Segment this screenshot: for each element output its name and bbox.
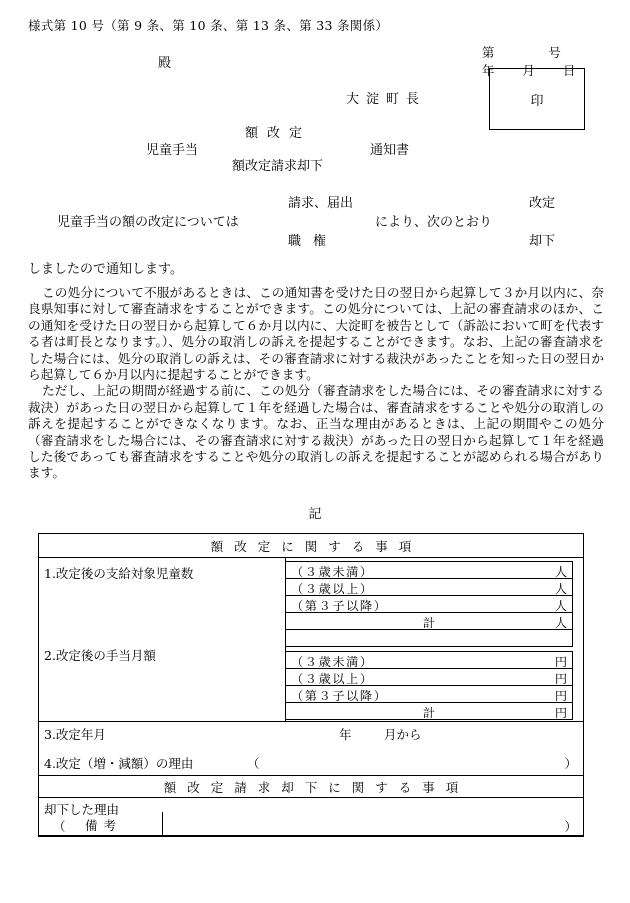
lead-closing: しましたので通知します。	[28, 262, 183, 277]
children-third-label: （第３子以降）	[291, 599, 388, 613]
sub-row-amount-third	[285, 685, 573, 703]
children-total-unit: 人	[554, 616, 567, 630]
children-under3-label: （３歳未満）	[291, 565, 374, 579]
amendment-date-row	[39, 722, 583, 748]
row-label-monthly-amount: 2.改定後の手当月額	[44, 648, 156, 663]
amount-under3-unit: 円	[554, 655, 567, 669]
sub-row-children-over3	[285, 578, 573, 596]
lead-result-amend: 改定	[529, 196, 556, 211]
remarks-row	[38, 812, 584, 837]
children-over3-unit: 人	[554, 582, 567, 596]
amendment-reason-open-paren: （	[247, 756, 260, 771]
title-option-reject: 額改定請求却下	[232, 159, 324, 174]
amount-over3-unit: 円	[554, 672, 567, 686]
row-label-amendment-reason: 4.改定（増・減額）の理由	[44, 756, 194, 771]
title-option-amend: 額改定	[245, 126, 312, 141]
children-third-unit: 人	[554, 599, 567, 613]
amount-over3-label: （３歳以上）	[291, 672, 374, 686]
remarks-label: 備考	[84, 818, 122, 833]
sub-row-children-under3	[285, 561, 573, 579]
children-total-label: 計	[422, 616, 436, 630]
section-header-amendment	[39, 534, 583, 558]
row-label-rejection-reason: 却下した理由	[44, 802, 120, 817]
issuer-name: 大淀町長	[346, 92, 427, 107]
children-count-grid	[285, 561, 573, 647]
seal-label: 印	[530, 93, 544, 109]
amount-third-unit: 円	[554, 689, 567, 703]
document-title	[0, 122, 630, 172]
lead-option-request: 請求、届出	[288, 196, 354, 211]
title-benefit-name: 児童手当	[146, 143, 199, 158]
lead-sentence	[0, 192, 630, 250]
row-label-amendment-date: 3.改定年月	[44, 727, 106, 742]
section-header-amendment-label: 額改定に関する事項	[210, 539, 423, 554]
seal-box	[489, 68, 585, 130]
appeal-instructions	[28, 285, 604, 482]
date-month-label: 月	[522, 63, 535, 78]
row-label-children-count: 1.改定後の支給対象児童数	[44, 566, 194, 581]
document-number-label: 第	[481, 45, 495, 60]
amount-third-label: （第３子以降）	[291, 689, 388, 703]
date-day-label: 日	[562, 63, 576, 78]
ki-heading: 記	[308, 507, 322, 522]
remarks-divider	[162, 812, 163, 837]
sub-row-amount-under3	[285, 651, 573, 669]
sub-row-children-third	[285, 595, 573, 613]
amount-total-label: 計	[422, 706, 436, 720]
amount-under3-label: （３歳未満）	[291, 655, 374, 669]
sub-row-children-spacer	[285, 629, 573, 647]
date-year-label: 年	[481, 63, 495, 78]
form-number-text: 様式第 10 号（第 9 条、第 10 条、第 13 条、第 33 条関係）	[28, 18, 389, 33]
amendment-detail-block	[39, 558, 583, 722]
lead-result-reject: 却下	[529, 234, 556, 249]
amendment-date-year: 年	[339, 727, 352, 742]
lead-subject: 児童手当の額の改定については	[57, 215, 239, 230]
section-header-rejection-label: 額改定請求却下に関する事項	[163, 780, 470, 795]
amendment-reason-close-paren: ）	[564, 756, 577, 771]
amendment-reason-row	[39, 748, 583, 776]
appeal-paragraph-2: ただし、上記の期間が経過する前に、この処分（審査請求をした場合には、その審査請求に対する裁決）があった日の翌日から起算して１年を経過した場合は、審査請求をすることや処分の取消しの訴えを提起することができなくなります。なお、正当な理由があるときは、上記の期間やこの処分（審査請求をした場合には、その審査請求に対する裁決）があった日の翌日から起算して１年を経過した後であっても審査請求をすることや処分の取消しの訴えを提起することが認められる場合があります。	[28, 383, 604, 481]
title-notice-word: 通知書	[370, 143, 410, 158]
monthly-amount-grid	[285, 651, 573, 720]
appeal-paragraph-1: この処分について不服があるときは、この通知書を受けた日の翌日から起算して３か月以内に、奈良県知事に対して審査請求をすることができます。この処分については、上記の審査請求のほか、この通知を受けた日の翌日から起算して６か月以内に、大淀町を被告として（訴訟において町を代表する者は町長となります。）、処分の取消しの訴えを提起することができます。なお、上記の審査請求をした場合には、処分の取消しの訴えは、その審査請求に対する裁決があったことを知った日の翌日から起算して６か月以内に提起することができます。	[28, 285, 604, 383]
lead-option-authority: 職権	[288, 234, 339, 249]
children-over3-label: （３歳以上）	[291, 582, 374, 596]
sub-row-amount-over3	[285, 668, 573, 686]
section-header-rejection	[39, 776, 583, 798]
addressee-honorific: 殿	[158, 56, 172, 71]
amount-total-unit: 円	[554, 706, 567, 720]
rejection-reason-open-paren: （	[53, 819, 66, 834]
sub-row-children-total	[285, 612, 573, 630]
form-table	[38, 533, 584, 837]
document-number-unit: 号	[548, 45, 561, 60]
sub-row-amount-total	[285, 702, 573, 720]
lead-connector: により、次のとおり	[375, 215, 493, 230]
rejection-reason-close-paren: ）	[564, 819, 577, 834]
children-under3-unit: 人	[554, 565, 567, 579]
amendment-date-month: 月から	[384, 727, 422, 742]
